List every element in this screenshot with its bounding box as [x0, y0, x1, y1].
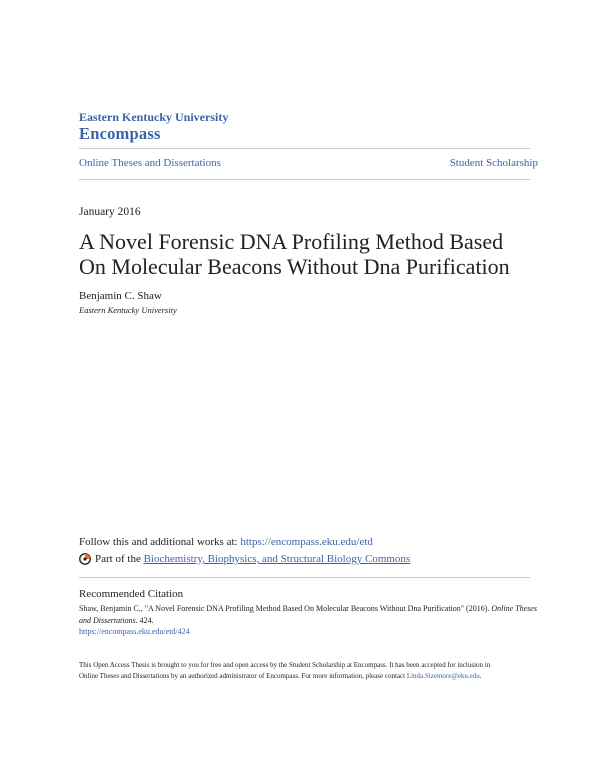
repository-header: [79, 110, 228, 144]
title-line-2: On Molecular Beacons Without Dna Purification: [79, 254, 510, 279]
publication-date: January 2016: [79, 206, 141, 218]
citation-url-link[interactable]: https://encompass.eku.edu/etd/424: [79, 627, 190, 636]
open-access-notice: [79, 660, 541, 681]
nav-link-theses[interactable]: Online Theses and Dissertations: [79, 157, 221, 169]
notice-line-2: Online Theses and Dissertations by an authorized administrator of Encompass. For more information, please contact: [79, 671, 407, 680]
contact-email-link[interactable]: Linda.Sizemore@eku.edu: [406, 671, 480, 680]
follow-works-line: [79, 536, 373, 548]
title-line-1: A Novel Forensic DNA Profiling Method Based: [79, 229, 504, 254]
author-name: Benjamin C. Shaw: [79, 290, 162, 302]
citation-divider: [79, 577, 530, 578]
part-of-label: Part of the: [95, 553, 141, 565]
follow-url-link[interactable]: https://encompass.eku.edu/etd: [240, 536, 373, 548]
citation-heading: Recommended Citation: [79, 588, 184, 600]
header-divider-top: [79, 148, 530, 149]
citation-journal: Online Theses and Dissertations: [79, 604, 537, 625]
author-affiliation: Eastern Kentucky University: [79, 305, 177, 315]
part-of-line: [79, 553, 410, 565]
notice-line-1: This Open Access Thesis is brought to you for free and open access by the Student Scholarship at Encompass. It has been accepted for inclusion in: [79, 661, 491, 669]
header-divider-bottom: [79, 179, 530, 180]
notice-end: .: [479, 671, 482, 680]
paper-title: [79, 229, 549, 279]
bepress-commons-icon: [79, 553, 91, 565]
citation-main: Shaw, Benjamin C., "A Novel Forensic DNA Profiling Method Based On Molecular Beacons Without Dna Purification" (2016).: [79, 604, 492, 613]
nav-link-student-scholarship[interactable]: Student Scholarship: [449, 157, 538, 169]
commons-link[interactable]: Biochemistry, Biophysics, and Structural Biology Commons: [143, 553, 411, 565]
repository-name[interactable]: Encompass: [79, 124, 161, 143]
citation-number: . 424.: [135, 615, 154, 625]
citation-text: [79, 603, 539, 626]
university-name: Eastern Kentucky University: [79, 110, 229, 124]
follow-label: Follow this and additional works at:: [79, 536, 241, 548]
